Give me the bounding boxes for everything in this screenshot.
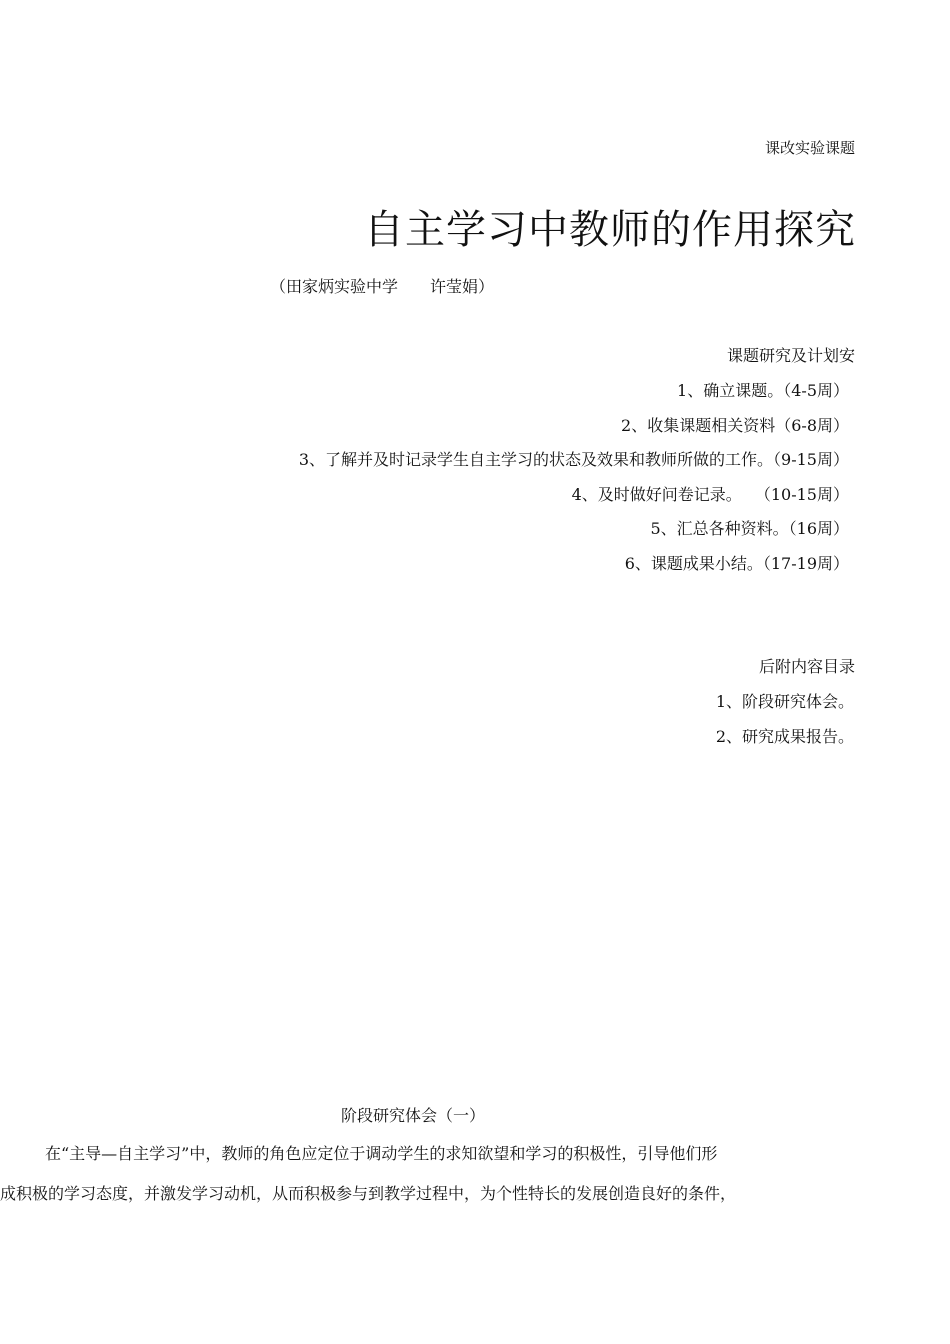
plan-heading: 课题研究及计划安 [726, 346, 855, 365]
section-heading: 阶段研究体会（一） [341, 1106, 486, 1125]
plan-item: 4、及时做好问卷记录。 （10-15周） [571, 485, 849, 504]
project-category-label: 课改实验课题 [764, 139, 855, 157]
document-title: 自主学习中教师的作用探究 [364, 207, 856, 253]
plan-item: 1、确立课题。（4-5周） [677, 381, 849, 400]
plan-item: 6、课题成果小结。（17-19周） [624, 554, 849, 573]
paragraph-line: 在“主导—自主学习”中，教师的角色应定位于调动学生的求知欲望和学习的积极性，引导他们形 [45, 1144, 718, 1163]
plan-item: 3、了解并及时记录学生自主学习的状态及效果和教师所做的工作。（9-15周） [298, 450, 849, 469]
plan-item: 5、汇总各种资料。（16周） [650, 519, 849, 538]
appendix-heading: 后附内容目录 [758, 657, 855, 676]
appendix-item: 1、阶段研究体会。 [715, 692, 854, 711]
paragraph-line: 成积极的学习态度，并激发学习动机，从而积极参与到教学过程中，为个性特长的发展创造良好的条件， [0, 1184, 737, 1203]
author-line: （田家炳实验中学 许莹娟） [270, 277, 495, 296]
appendix-item: 2、研究成果报告。 [715, 727, 854, 746]
plan-item: 2、收集课题相关资料（6-8周） [621, 416, 849, 435]
